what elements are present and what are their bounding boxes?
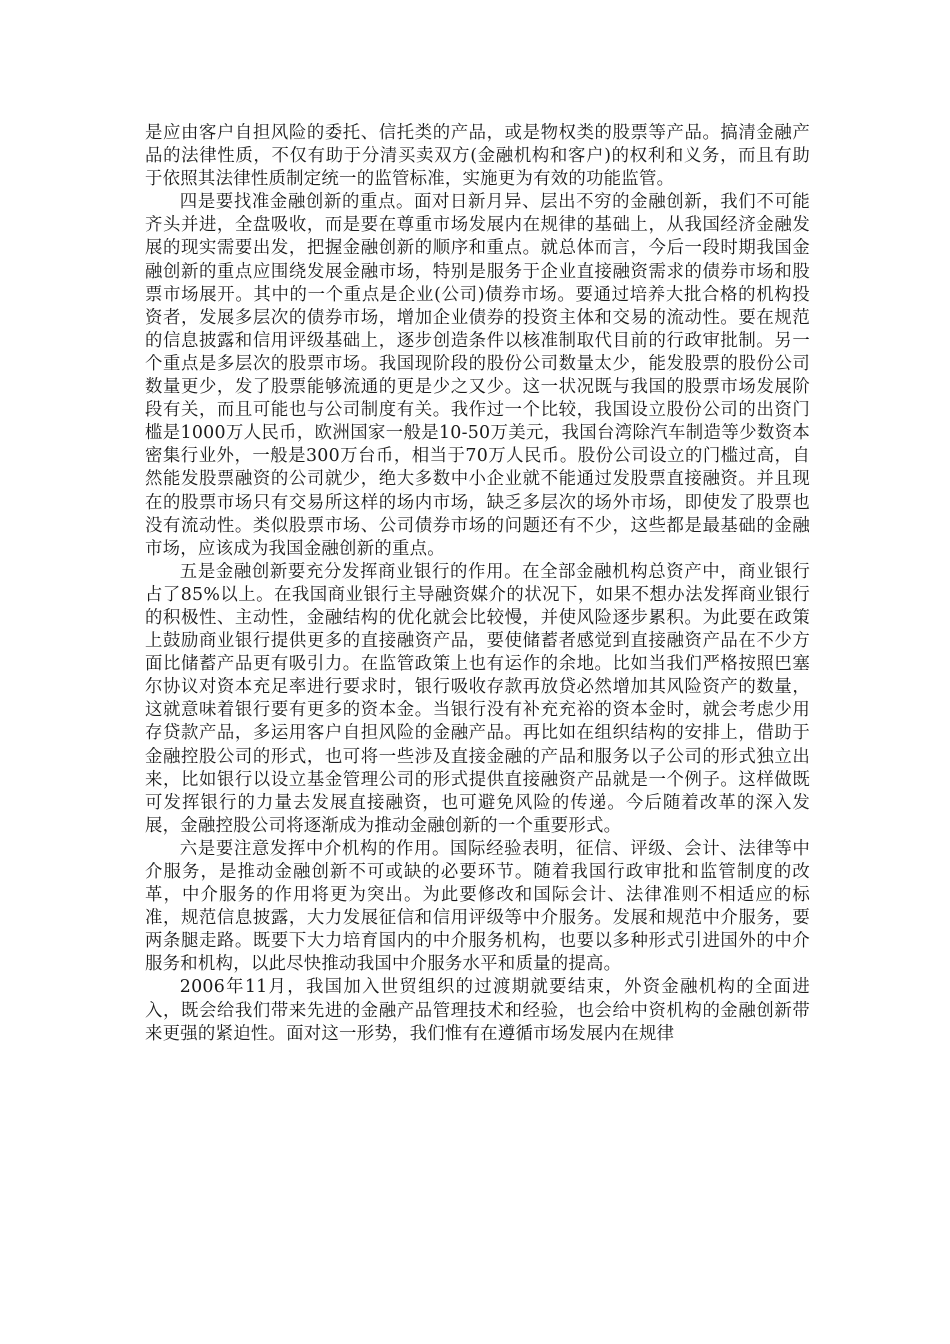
paragraph-wto-transition: 2006年11月，我国加入世贸组织的过渡期就要结束，外资金融机构的全面进入，既会给我们带来先进的金融产品管理技术和经验，也会给中资机构的金融创新带来更强的紧迫性。面对这一形势，我们惟有在遵循市场发展内在规律	[145, 977, 810, 1044]
paragraph-intro-continuation: 是应由客户自担风险的委托、信托类的产品，或是物权类的股票等产品。搞清金融产品的法律性质，不仅有助于分清买卖双方(金融机构和客户)的权利和义务，而且有助于依照其法律性质制定统一的监管标准，实施更为有效的功能监管。	[145, 123, 810, 190]
paragraph-point-five: 五是金融创新要充分发挥商业银行的作用。在全部金融机构总资产中，商业银行占了85%以上。在我国商业银行主导融资媒介的状况下，如果不想办法发挥商业银行的积极性、主动性，金融结构的优化就会比较慢，并使风险逐步累积。为此要在政策上鼓励商业银行提供更多的直接融资产品，要使储蓄者感觉到直接融资产品在不少方面比储蓄产品更有吸引力。在监管政策上也有运作的余地。比如当我们严格按照巴塞尔协议对资本充足率进行要求时，银行吸收存款再放贷必然增加其风险资产的数量，这就意味着银行要有更多的资本金。当银行没有补充充裕的资本金时，就会考虑少用存贷款产品，多运用客户自担风险的金融产品。再比如在组织结构的安排上，借助于金融控股公司的形式，也可将一些涉及直接金融的产品和服务以子公司的形式独立出来，比如银行以设立基金管理公司的形式提供直接融资产品就是一个例子。这样做既可发挥银行的力量去发展直接融资，也可避免风险的传递。今后随着改革的深入发展，金融控股公司将逐渐成为推动金融创新的一个重要形式。	[145, 561, 810, 836]
paragraph-point-four: 四是要找准金融创新的重点。面对日新月异、层出不穷的金融创新，我们不可能齐头并进，全盘吸收，而是要在尊重市场发展内在规律的基础上，从我国经济金融发展的现实需要出发，把握金融创新的顺序和重点。就总体而言，今后一段时期我国金融创新的重点应围绕发展金融市场，特别是服务于企业直接融资需求的债券市场和股票市场展开。其中的一个重点是企业(公司)债券市场。要通过培养大批合格的机构投资者，发展多层次的债券市场，增加企业债券的投资主体和交易的流动性。要在规范的信息披露和信用评级基础上，逐步创造条件以核准制取代目前的行政审批制。另一个重点是多层次的股票市场。我国现阶段的股份公司数量太少，能发股票的股份公司数量更少，发了股票能够流通的更是少之又少。这一状况既与我国的股票市场发展阶段有关，而且可能也与公司制度有关。我作过一个比较，我国设立股份公司的出资门槛是1000万人民币，欧洲国家一般是10-50万美元，我国台湾除汽车制造等少数资本密集行业外，一般是300万台币，相当于70万人民币。股份公司设立的门槛过高，自然能发股票融资的公司就少，绝大多数中小企业就不能通过发股票直接融资。并且现在的股票市场只有交易所这样的场内市场，缺乏多层次的场外市场，即使发了股票也没有流动性。类似股票市场、公司债券市场的问题还有不少，这些都是最基础的金融市场，应该成为我国金融创新的重点。	[145, 192, 810, 559]
paragraph-point-six: 六是要注意发挥中介机构的作用。国际经验表明，征信、评级、会计、法律等中介服务，是推动金融创新不可或缺的必要环节。随着我国行政审批和监管制度的改革，中介服务的作用将更为突出。为此要修改和国际会计、法律准则不相适应的标准，规范信息披露，大力发展征信和信用评级等中介服务。发展和规范中介服务，要两条腿走路。既要下大力培育国内的中介服务机构，也要以多种形式引进国外的中介服务和机构，以此尽快推动我国中介服务水平和质量的提高。	[145, 838, 810, 975]
document-body	[145, 122, 810, 1046]
